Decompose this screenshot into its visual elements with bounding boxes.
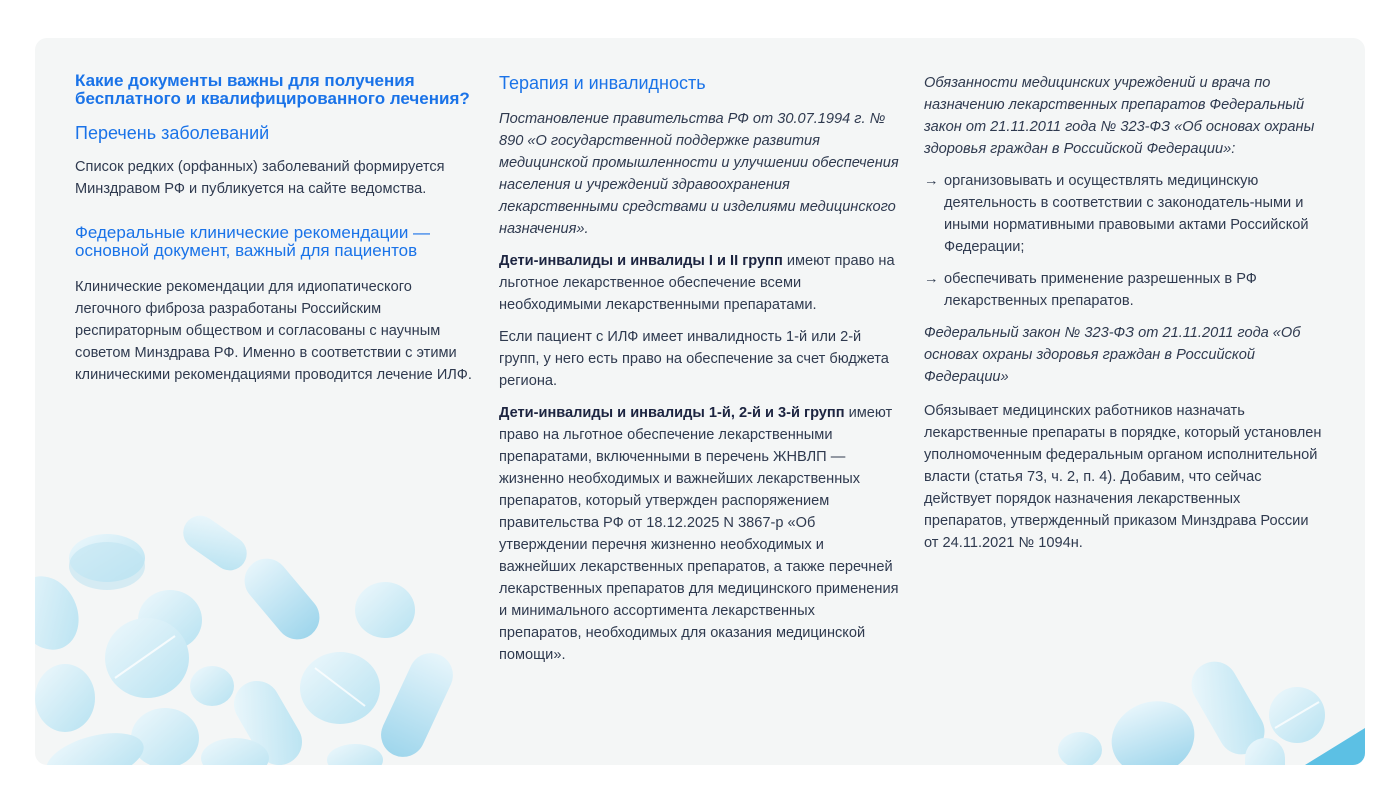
disability-paragraph-1 [499, 250, 899, 316]
info-card [35, 38, 1365, 765]
column-documents [75, 72, 475, 386]
law-intro-text: Обязанности медицинских учреждений и врача по назначению лекарственных препаратов Федеральный закон от 21.11.2011 года № 323-ФЗ «Об основах охраны здоровья граждан в Российской Федерации»: [924, 75, 1315, 157]
obligation-paragraph: Обязывает медицинских работников назначать лекарственные препараты в порядке, который установлен уполномоченным федеральным органом исполнительной власти (статья 73, ч. 2, п. 4). Добавим, что сейчас действует порядок назначения лекарственных препаратов, утвержденный приказом Минздрава России от 24.11.2021 № 1094н. [924, 403, 1322, 551]
list-item [924, 170, 1324, 258]
documents-title: Какие документы важны для получения бесплатного и квалифицированного лечения? [75, 71, 470, 108]
column-therapy [499, 72, 899, 666]
list-item-text: обеспечивать применение разрешенных в РФ лекарственных препаратов. [944, 271, 1257, 309]
disability-bold-1: Дети-инвалиды и инвалиды I и II групп [499, 253, 783, 269]
law-reference-text: Федеральный закон № 323-ФЗ от 21.11.2011 года «Об основах охраны здоровья граждан в Российской Федерации» [924, 325, 1301, 385]
disability-bold-3: Дети-инвалиды и инвалиды 1-й, 2-й и 3-й групп [499, 405, 845, 421]
disease-list-text: Список редких (орфанных) заболеваний формируется Минздравом РФ и публикуется на сайте ведомства. [75, 159, 445, 197]
decree-text: Постановление правительства РФ от 30.07.1994 г. № 890 «О государственной поддержке развития медицинской промышленности и улучшении обеспечения населения и учреждений здравоохранения лекарственными средствами и изделиями медицинского назначения». [499, 111, 899, 237]
therapy-title: Терапия и инвалидность [499, 73, 706, 93]
disability-rest-3: имеют право на льготное обеспечение лекарственными препаратами, включенными в перечень ЖНВЛП — жизненно необходимых и важнейших лекарственных препаратов, который утвержден распоряжением правительства РФ от 18.12.2025 N 3867-р «Об утверждении перечня жизненно необходимых и важнейших лекарственных препаратов, а также перечней лекарственных препаратов для медицинского применения и минимального ассортимента лекарственных препаратов, необходимых для оказания медицинской помощи». [499, 405, 899, 663]
disease-list-title: Перечень заболеваний [75, 123, 270, 143]
disability-paragraph-3 [499, 402, 899, 666]
obligations-list [924, 170, 1324, 312]
clinical-recommendations-text: Клинические рекомендации для идиопатического легочного фиброза разработаны Российским респираторным обществом и согласованы с научным советом Минздрава РФ. Именно в соответствии с этими клиническими рекомендациями проводится лечение ИЛФ. [75, 279, 472, 383]
arrow-right-icon: → [924, 173, 939, 189]
disability-rest-1: имеют право на льготное лекарственное обеспечение всеми необходимыми лекарственными препаратами. [499, 253, 895, 313]
arrow-right-icon: → [924, 271, 939, 287]
clinical-recommendations-title: Федеральные клинические рекомендации — основной документ, важный для пациентов [75, 223, 431, 260]
column-obligations [924, 72, 1324, 554]
list-item [924, 268, 1324, 312]
list-item-text: организовывать и осуществлять медицинскую деятельность в соответствии с законодатель-ными и иными нормативными правовыми актами Российской Федерации; [944, 173, 1309, 255]
disability-paragraph-2: Если пациент с ИЛФ имеет инвалидность 1-й или 2-й групп, у него есть право на обеспечение за счет бюджета региона. [499, 329, 889, 389]
